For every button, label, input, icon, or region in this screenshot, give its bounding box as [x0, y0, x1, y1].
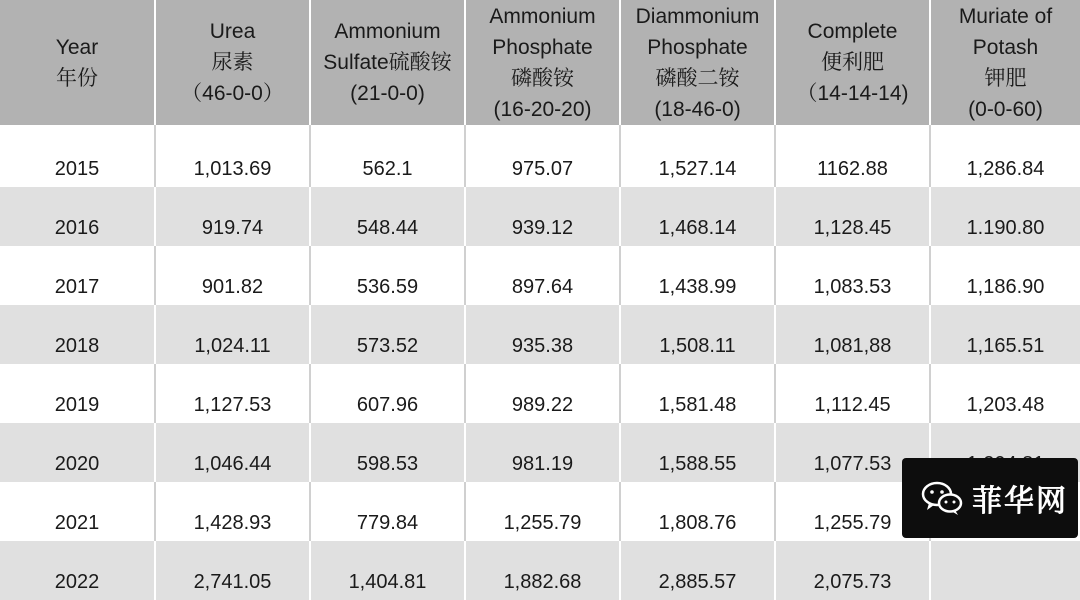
cell-complete: 1,083.53: [775, 246, 930, 305]
cell-ammonium-sulfate: 607.96: [310, 364, 465, 423]
cell-ammonium-sulfate: 1,404.81: [310, 541, 465, 600]
cell-year: 2017: [0, 246, 155, 305]
cell-ammonium-phosphate: 939.12: [465, 187, 620, 246]
cell-urea: 1,013.69: [155, 125, 310, 187]
cell-muriate-of-potash: 1,165.51: [930, 305, 1080, 364]
cell-ammonium-sulfate: 536.59: [310, 246, 465, 305]
cell-urea: 1,046.44: [155, 423, 310, 482]
watermark-text: 菲华网: [972, 484, 1068, 519]
header-complete: Complete 便利肥 （14-14-14): [775, 0, 930, 125]
cell-year: 2019: [0, 364, 155, 423]
cell-ammonium-sulfate: 573.52: [310, 305, 465, 364]
cell-diammonium-phosphate: 1,581.48: [620, 364, 775, 423]
cell-ammonium-phosphate: 1,255.79: [465, 482, 620, 541]
table-row: [0, 187, 1080, 246]
cell-urea: 2,741.05: [155, 541, 310, 600]
table-row: [0, 246, 1080, 305]
cell-complete: 1,077.53: [775, 423, 930, 482]
cell-year: 2018: [0, 305, 155, 364]
cell-diammonium-phosphate: 1,808.76: [620, 482, 775, 541]
cell-urea: 919.74: [155, 187, 310, 246]
cell-complete: 1,081,88: [775, 305, 930, 364]
table-row: [0, 541, 1080, 600]
cell-urea: 1,127.53: [155, 364, 310, 423]
cell-diammonium-phosphate: 1,438.99: [620, 246, 775, 305]
cell-ammonium-phosphate: 1,882.68: [465, 541, 620, 600]
cell-ammonium-phosphate: 935.38: [465, 305, 620, 364]
cell-complete: 1,255.79: [775, 482, 930, 541]
cell-diammonium-phosphate: 1,468.14: [620, 187, 775, 246]
cell-diammonium-phosphate: 1,508.11: [620, 305, 775, 364]
header-muriate-of-potash: Muriate of Potash 钾肥 (0-0-60): [930, 0, 1080, 125]
cell-year: 2020: [0, 423, 155, 482]
cell-complete: 1,128.45: [775, 187, 930, 246]
header-diammonium-phosphate: Diammonium Phosphate 磷酸二铵 (18-46-0): [620, 0, 775, 125]
cell-complete: 1,112.45: [775, 364, 930, 423]
cell-ammonium-sulfate: 562.1: [310, 125, 465, 187]
table-row: [0, 305, 1080, 364]
cell-ammonium-phosphate: 897.64: [465, 246, 620, 305]
cell-ammonium-phosphate: 975.07: [465, 125, 620, 187]
cell-ammonium-phosphate: 981.19: [465, 423, 620, 482]
cell-urea: 1,024.11: [155, 305, 310, 364]
cell-diammonium-phosphate: 1,588.55: [620, 423, 775, 482]
wechat-icon: [916, 476, 968, 520]
cell-ammonium-sulfate: 598.53: [310, 423, 465, 482]
cell-year: 2015: [0, 125, 155, 187]
cell-muriate-of-potash: 1,203.48: [930, 364, 1080, 423]
table-row: [0, 364, 1080, 423]
cell-ammonium-phosphate: 989.22: [465, 364, 620, 423]
cell-muriate-of-potash: 1,286.84: [930, 125, 1080, 187]
watermark-badge: [902, 458, 1078, 538]
cell-year: 2016: [0, 187, 155, 246]
cell-complete: 1162.88: [775, 125, 930, 187]
cell-urea: 901.82: [155, 246, 310, 305]
cell-ammonium-sulfate: 779.84: [310, 482, 465, 541]
cell-diammonium-phosphate: 1,527.14: [620, 125, 775, 187]
cell-year: 2021: [0, 482, 155, 541]
cell-urea: 1,428.93: [155, 482, 310, 541]
header-ammonium-sulfate: Ammonium Sulfate硫酸铵 (21-0-0): [310, 0, 465, 125]
header-row: [0, 0, 1080, 125]
cell-muriate-of-potash: 1.190.80: [930, 187, 1080, 246]
cell-ammonium-sulfate: 548.44: [310, 187, 465, 246]
cell-complete: 2,075.73: [775, 541, 930, 600]
cell-year: 2022: [0, 541, 155, 600]
header-ammonium-phosphate: Ammonium Phosphate 磷酸铵 (16-20-20): [465, 0, 620, 125]
cell-muriate-of-potash: [930, 541, 1080, 600]
cell-diammonium-phosphate: 2,885.57: [620, 541, 775, 600]
header-year: Year 年份: [0, 0, 155, 125]
header-urea: Urea 尿素 （46-0-0）: [155, 0, 310, 125]
cell-muriate-of-potash: 1,186.90: [930, 246, 1080, 305]
table-row: [0, 125, 1080, 187]
